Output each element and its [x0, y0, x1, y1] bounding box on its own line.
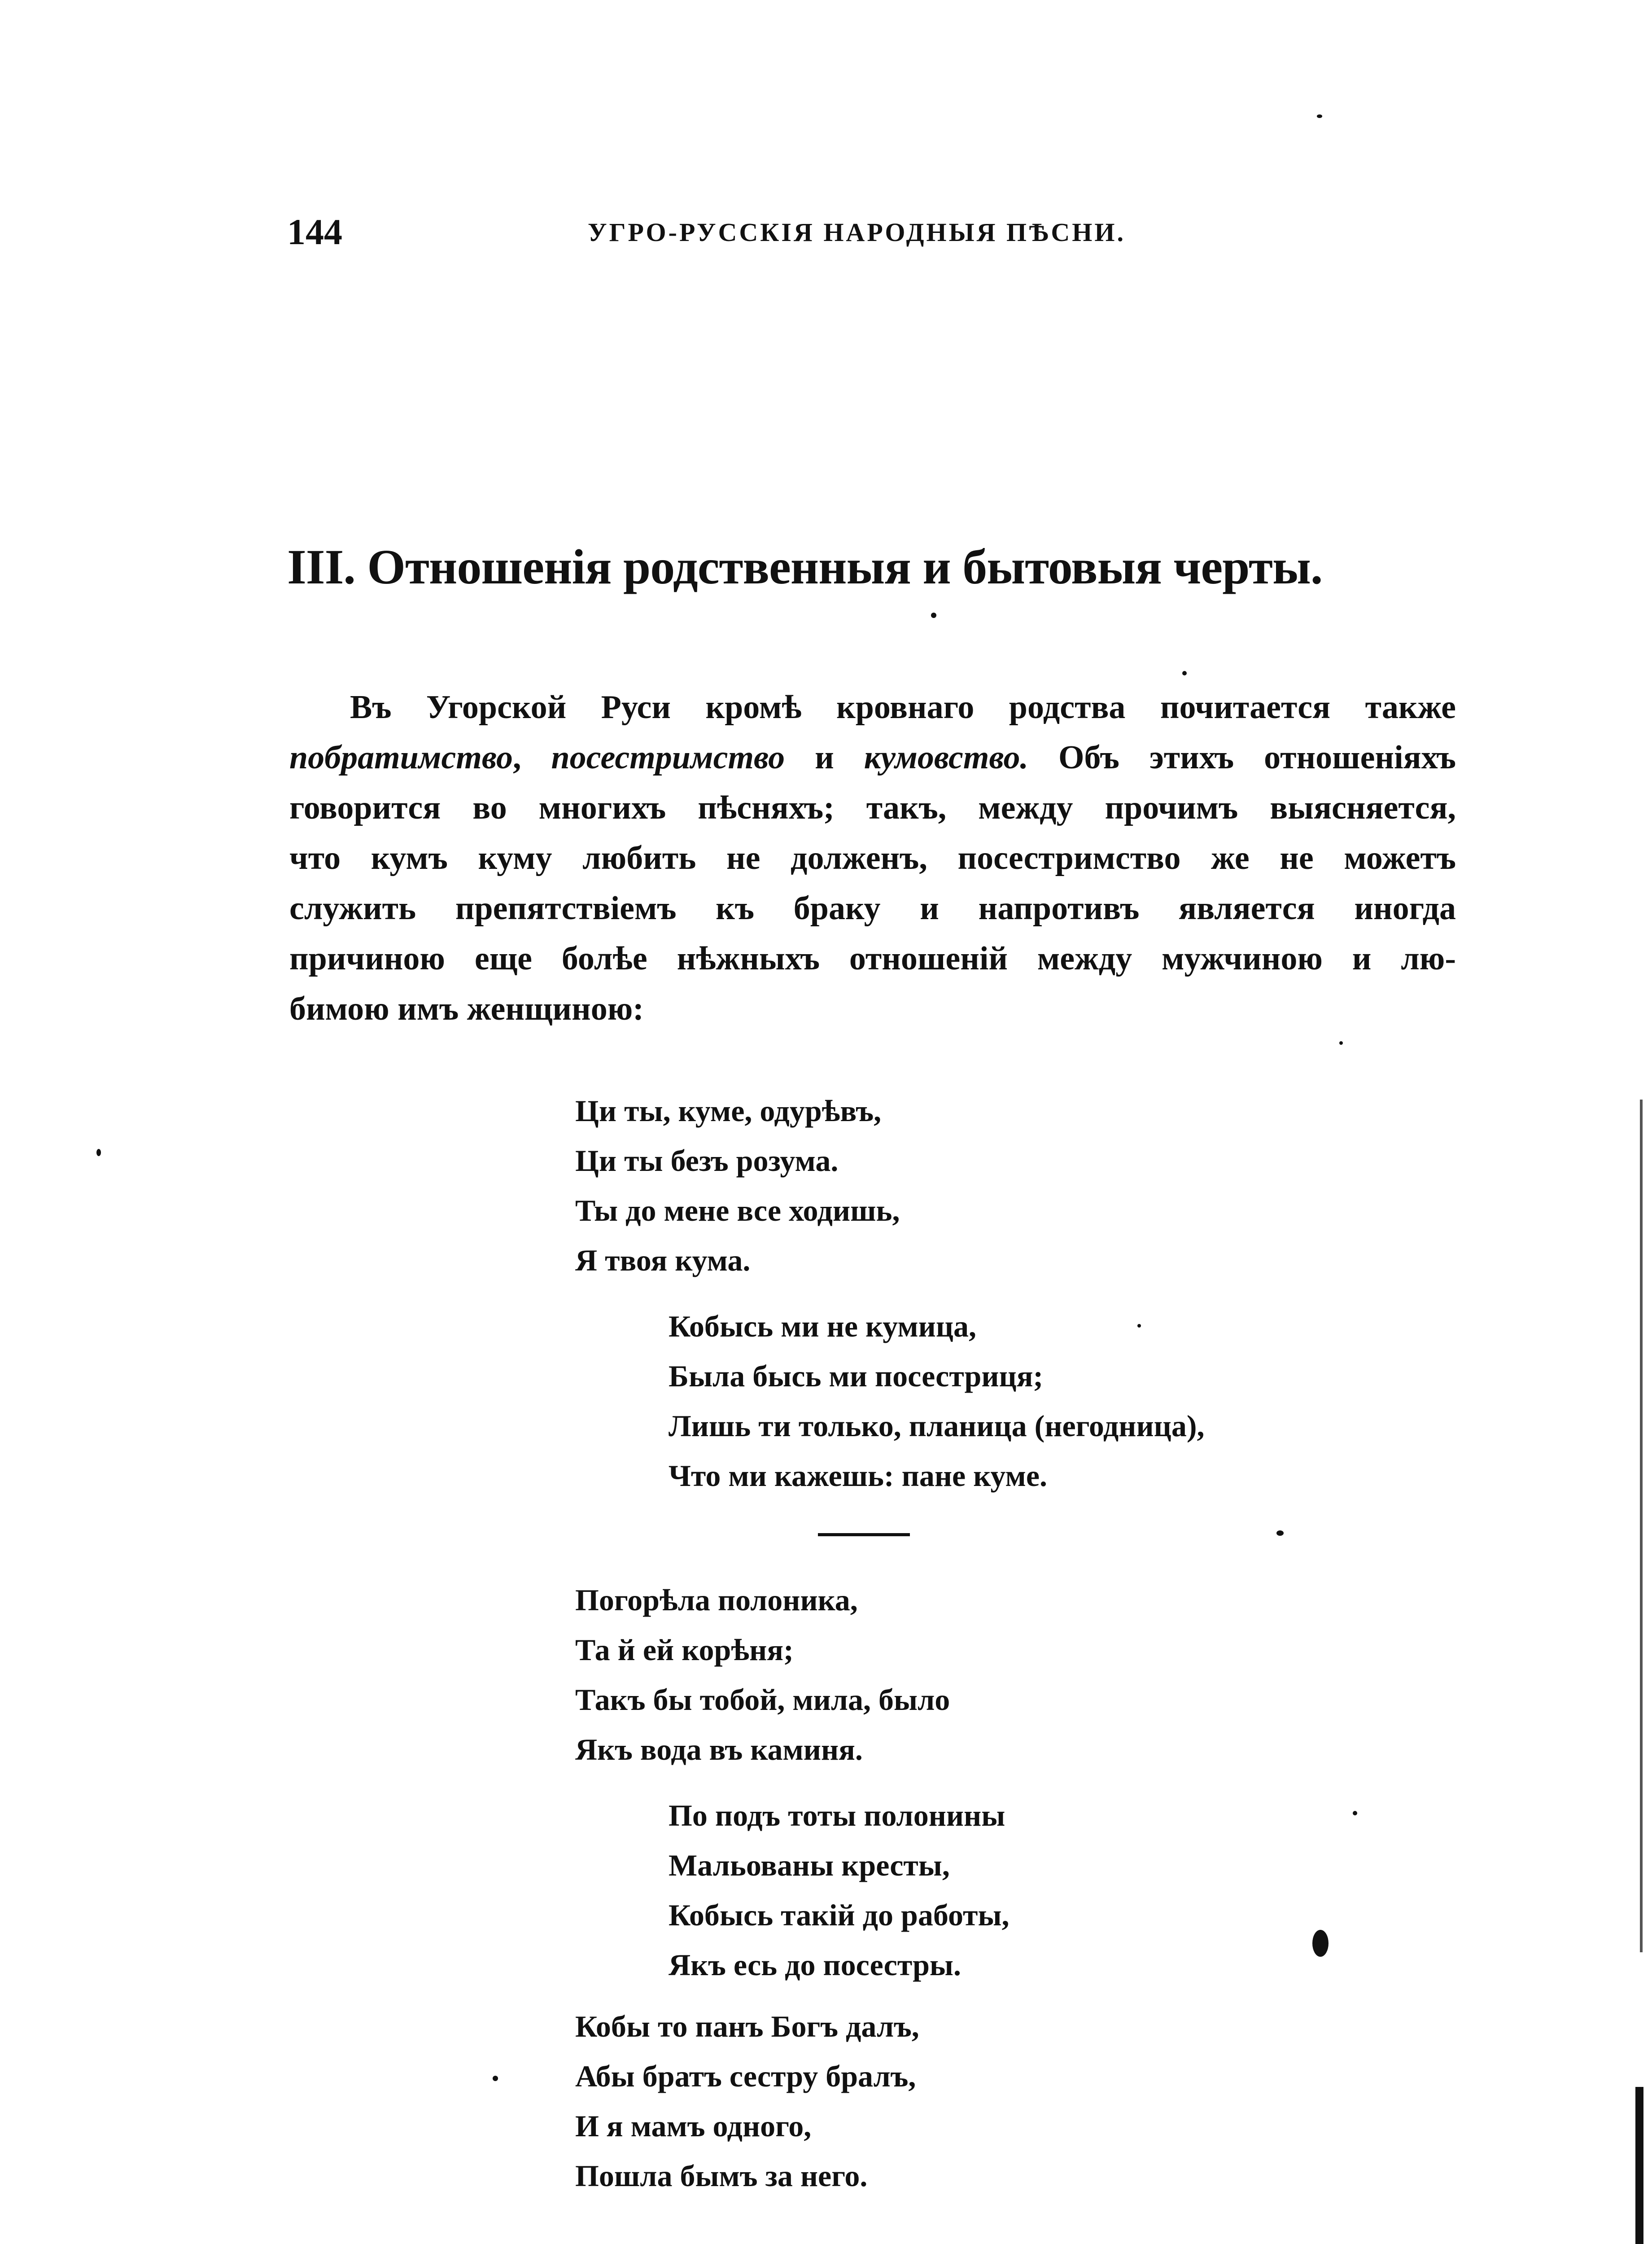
verse-line: Кобысь ми не кумица, — [669, 1309, 977, 1343]
ink-speck — [1137, 1324, 1141, 1328]
verse-line: Кобы то панъ Богъ далъ, — [575, 2009, 919, 2043]
verse-line: Была бысь ми посестриця; — [669, 1359, 1044, 1393]
ink-speck — [1339, 1041, 1343, 1045]
ink-blot — [1312, 1930, 1329, 1957]
ink-speck — [1182, 671, 1187, 675]
ink-speck — [96, 1149, 101, 1156]
italic-term: кумовство. — [864, 739, 1028, 776]
running-title: УГРО-РУССКІЯ НАРОДНЫЯ ПѢСНИ. — [588, 218, 1126, 247]
song2-stanza2 — [669, 1791, 1476, 1990]
punctuation: , — [512, 739, 551, 776]
italic-term: посестримство — [551, 739, 785, 776]
song2-stanza1 — [575, 1575, 1383, 1775]
verse-line: Та й ей корѣня; — [575, 1633, 794, 1667]
verse-line: Ты до мене все ходишь, — [575, 1193, 900, 1227]
song2-stanza3 — [575, 2002, 1383, 2201]
paragraph-line: Въ Угорской Руси кромѣ кровнаго родства почитается также — [350, 689, 1456, 726]
page-number: 144 — [287, 211, 342, 252]
verse-line: Пошла бымъ за него. — [575, 2159, 868, 2193]
body-paragraph — [289, 682, 1456, 1034]
verse-line: Что ми кажешь: пане куме. — [669, 1459, 1048, 1493]
page-edge-line — [1640, 1100, 1643, 1952]
paragraph-line: что кумъ куму любить не долженъ, посестримство же не можетъ — [289, 840, 1456, 877]
song-separator-rule — [818, 1533, 910, 1536]
verse-line: Ци ты безъ розума. — [575, 1144, 839, 1178]
verse-line: По подъ тоты полонины — [669, 1798, 1005, 1832]
paragraph-line: говорится во многихъ пѣсняхъ; такъ, между прочимъ выясняется, — [289, 789, 1456, 826]
ink-speck — [1276, 1530, 1284, 1536]
verse-line: Кобысь такій до работы, — [669, 1898, 1010, 1932]
ink-speck — [493, 2076, 498, 2081]
paragraph-line: бимою имъ женщиною: — [289, 991, 644, 1027]
song1-stanza1 — [575, 1086, 1383, 1285]
verse-line: Абы братъ сестру бралъ, — [575, 2059, 916, 2093]
verse-line: Лишь ти только, планица (негодница), — [669, 1409, 1205, 1443]
verse-line: Мальованы кресты, — [669, 1848, 950, 1882]
ink-speck — [1353, 1811, 1357, 1815]
page-edge-shadow — [1635, 2087, 1643, 2244]
ink-speck — [931, 613, 936, 618]
paragraph-text: Объ этихъ отношеніяхъ — [1028, 739, 1456, 776]
verse-line: Я твоя кума. — [575, 1243, 751, 1277]
song1-stanza2 — [669, 1302, 1476, 1501]
ink-speck — [1317, 114, 1322, 118]
verse-line: Якъ есь до посестры. — [669, 1948, 961, 1982]
section-title: III. Отношенія родственныя и бытовыя черты. — [287, 539, 1323, 594]
conjunction: и — [785, 739, 864, 776]
paragraph-line — [289, 732, 1456, 783]
paragraph-line: причиною еще болѣе нѣжныхъ отношеній между мужчиною и лю- — [289, 940, 1456, 977]
verse-line: Погорѣла полоника, — [575, 1583, 858, 1617]
italic-term: побратимство — [289, 739, 513, 776]
verse-line: Такъ бы тобой, мила, было — [575, 1683, 950, 1717]
verse-line: Якъ вода въ каминя. — [575, 1732, 863, 1766]
verse-line: Ци ты, куме, одурѣвъ, — [575, 1094, 882, 1128]
paragraph-line: служить препятствіемъ къ браку и напротивъ является иногда — [289, 890, 1456, 927]
running-head — [287, 211, 1449, 256]
verse-line: И я мамъ одного, — [575, 2109, 812, 2143]
